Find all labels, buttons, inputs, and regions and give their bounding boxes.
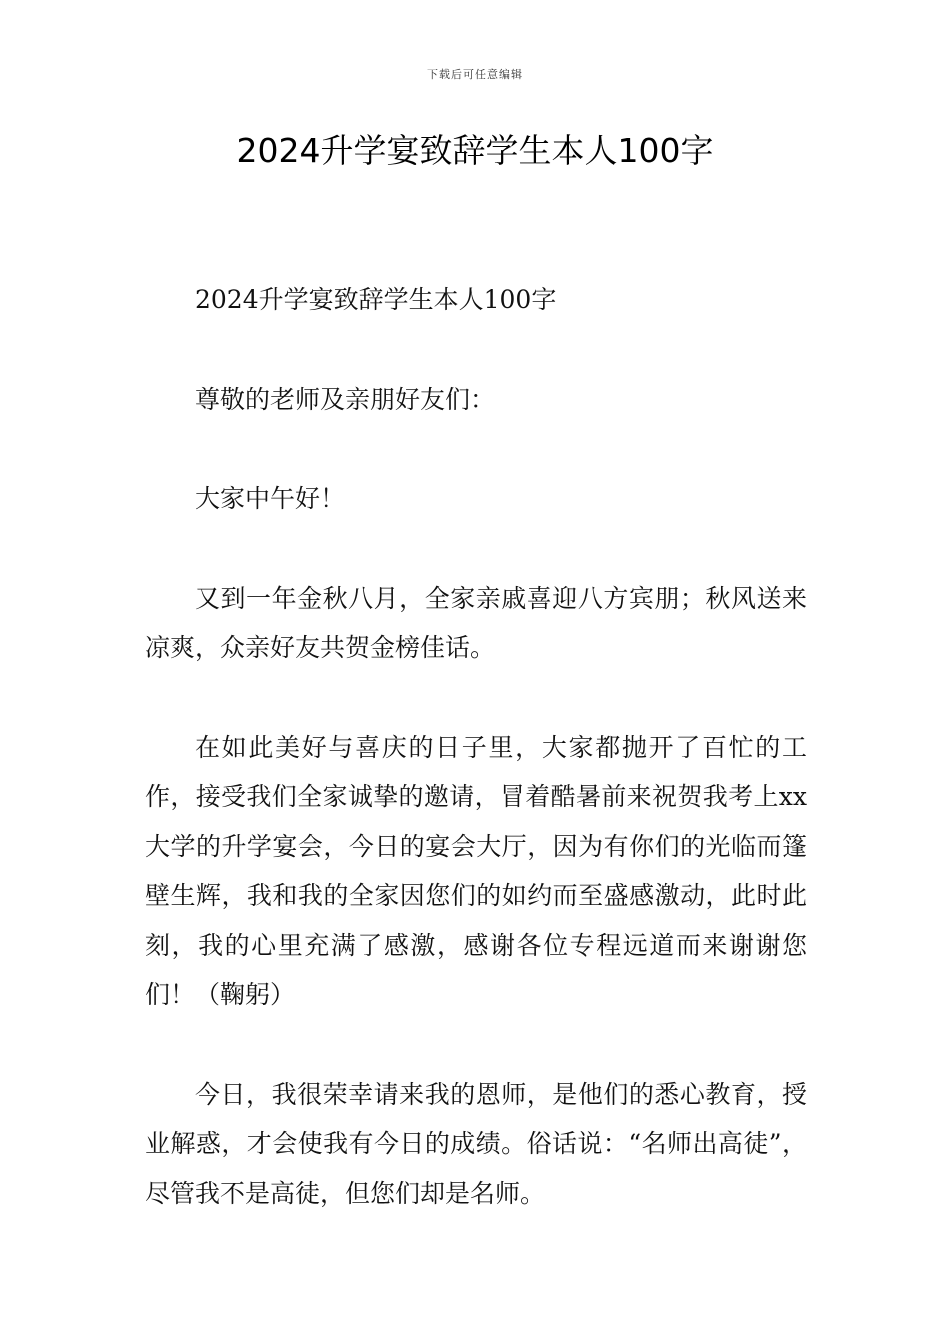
paragraph-body-1: 又到一年金秋八月，全家亲戚喜迎八方宾朋；秋风送来凉爽，众亲好友共贺金榜佳话。 — [145, 583, 807, 662]
paragraph-body-3: 今日，我很荣幸请来我的恩师，是他们的悉心教育，授业解惑，才会使我有今日的成绩。俗话说：“名师出高徒”，尽管我不是高徒，但您们却是名师。 — [145, 1079, 807, 1208]
paragraph-salutation: 尊敬的老师及亲朋好友们： — [195, 384, 496, 414]
paragraph-body-2: 在如此美好与喜庆的日子里，大家都抛开了百忙的工作，接受我们全家诚挚的邀请，冒着酷暑前来祝贺我考上xx大学的升学宴会，今日的宴会大厅，因为有你们的光临而篷壁生辉，我和我的全家因您们的如约而至盛感激动，此时此刻，我的心里充满了感激，感谢各位专程远道而来谢谢您们！（鞠躬） — [145, 732, 807, 1009]
document-body — [145, 275, 807, 1268]
paragraph-greeting: 大家中午好！ — [195, 484, 346, 513]
header-note: 下载后可任意编辑 — [427, 68, 523, 81]
paragraph-subtitle: 2024升学宴致辞学生本人100字 — [195, 285, 557, 314]
document-title: 2024升学宴致辞学生本人100字 — [236, 131, 714, 170]
